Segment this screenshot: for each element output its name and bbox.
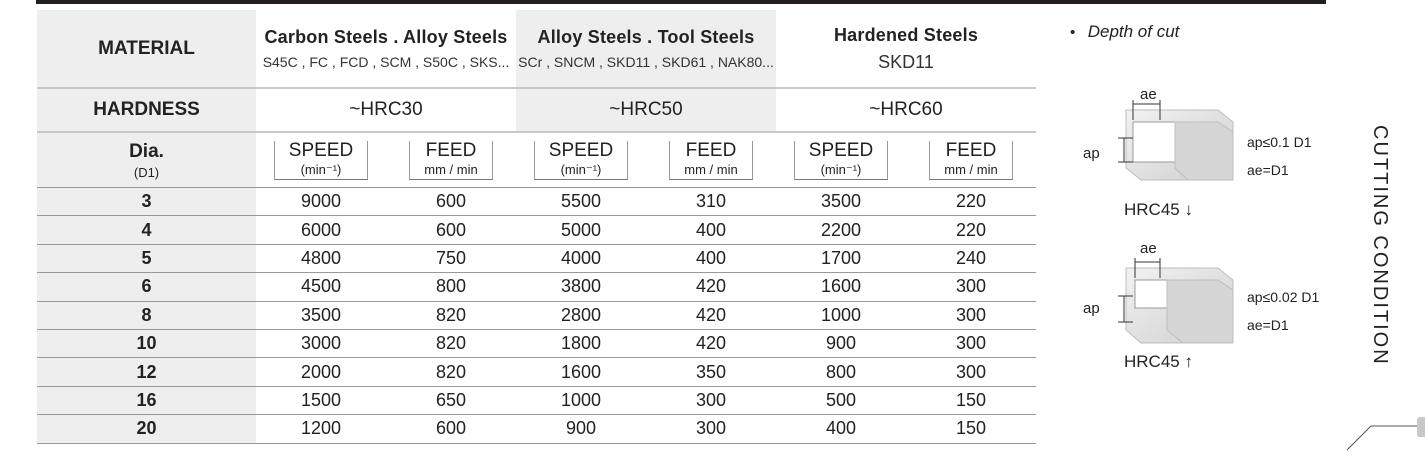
table-cell: 500 bbox=[776, 386, 906, 414]
table-cell: 1800 bbox=[516, 329, 646, 357]
feed-unit: mm / min bbox=[944, 161, 998, 177]
table-cell: 3000 bbox=[256, 329, 386, 357]
table-cell: 420 bbox=[646, 301, 776, 329]
material-group-grades: SCr , SNCM , SKD11 , SKD61 , NAK80... bbox=[518, 54, 774, 70]
material-label: MATERIAL bbox=[37, 10, 256, 88]
ap-label: ap bbox=[1083, 300, 1100, 317]
table-cell: 3500 bbox=[256, 301, 386, 329]
speed-header bbox=[516, 132, 646, 188]
depth-of-cut-title: Depth of cut bbox=[1087, 22, 1180, 41]
speed-unit: (min⁻¹) bbox=[560, 161, 602, 177]
dia-label: Dia. bbox=[129, 140, 164, 162]
table-cell: 800 bbox=[776, 358, 906, 386]
speed-label: SPEED bbox=[808, 139, 874, 161]
dia-cell: 12 bbox=[37, 358, 256, 386]
feed-header bbox=[906, 132, 1036, 188]
table-cell: 1700 bbox=[776, 244, 906, 272]
ap-limit: ap≤0.1 D1 bbox=[1247, 134, 1312, 150]
table-cell: 300 bbox=[906, 329, 1036, 357]
table-cell: 5000 bbox=[516, 216, 646, 244]
feed-header bbox=[646, 132, 776, 188]
speed-header bbox=[256, 132, 386, 188]
table-cell: 2200 bbox=[776, 216, 906, 244]
dia-cell: 20 bbox=[37, 415, 256, 443]
material-group-name: Carbon Steels . Alloy Steels bbox=[264, 27, 508, 47]
table-cell: 420 bbox=[646, 329, 776, 357]
table-cell: 420 bbox=[646, 273, 776, 301]
table-cell: 750 bbox=[386, 244, 516, 272]
table-cell: 4800 bbox=[256, 244, 386, 272]
table-cell: 400 bbox=[646, 244, 776, 272]
table-cell: 600 bbox=[386, 415, 516, 443]
dia-cell: 3 bbox=[37, 188, 256, 216]
table-cell: 300 bbox=[906, 358, 1036, 386]
hardness-caption: HRC45 ↓ bbox=[1124, 200, 1193, 219]
table-cell: 400 bbox=[776, 415, 906, 443]
dia-cell: 5 bbox=[37, 244, 256, 272]
depth-diagram-1 bbox=[1078, 80, 1338, 220]
table-cell: 2800 bbox=[516, 301, 646, 329]
feed-label: FEED bbox=[945, 139, 997, 161]
ap-label: ap bbox=[1083, 145, 1100, 162]
speed-label: SPEED bbox=[548, 139, 614, 161]
table-cell: 3800 bbox=[516, 273, 646, 301]
dia-cell: 6 bbox=[37, 273, 256, 301]
table-cell: 800 bbox=[386, 273, 516, 301]
table-cell: 650 bbox=[386, 386, 516, 414]
material-group-name: Hardened Steels bbox=[833, 24, 979, 45]
cut-step bbox=[1133, 122, 1175, 162]
table-cell: 220 bbox=[906, 188, 1036, 216]
table-row bbox=[37, 301, 1036, 329]
table-cell: 2000 bbox=[256, 358, 386, 386]
table-cell: 1000 bbox=[516, 386, 646, 414]
table-cell: 820 bbox=[386, 358, 516, 386]
table-cell: 900 bbox=[776, 329, 906, 357]
ap-limit: ap≤0.02 D1 bbox=[1247, 289, 1320, 305]
table-cell: 1500 bbox=[256, 386, 386, 414]
table-row bbox=[37, 216, 1036, 244]
table-cell: 1000 bbox=[776, 301, 906, 329]
table-row bbox=[37, 273, 1036, 301]
speed-unit: (min⁻¹) bbox=[300, 161, 342, 177]
table-row bbox=[37, 415, 1036, 443]
material-row bbox=[37, 10, 1036, 88]
workpiece-side bbox=[1167, 280, 1233, 343]
table-cell: 150 bbox=[906, 386, 1036, 414]
dia-cell: 4 bbox=[37, 216, 256, 244]
table-cell: 310 bbox=[646, 188, 776, 216]
table-cell: 820 bbox=[386, 301, 516, 329]
hardness-value: ~HRC30 bbox=[256, 88, 516, 132]
dia-header bbox=[37, 132, 256, 188]
ae-limit: ae=D1 bbox=[1247, 162, 1289, 178]
table-row bbox=[37, 188, 1036, 216]
top-rule bbox=[36, 0, 1326, 4]
table-cell: 820 bbox=[386, 329, 516, 357]
speed-label: SPEED bbox=[288, 139, 354, 161]
material-group-grades: S45C , FC , FCD , SCM , S50C , SKS... bbox=[262, 54, 510, 70]
table-cell: 350 bbox=[646, 358, 776, 386]
table-cell: 150 bbox=[906, 415, 1036, 443]
table-cell: 3500 bbox=[776, 188, 906, 216]
table-row bbox=[37, 244, 1036, 272]
ae-limit: ae=D1 bbox=[1247, 317, 1289, 333]
cut-step bbox=[1135, 280, 1167, 308]
table-cell: 240 bbox=[906, 244, 1036, 272]
page-tab-marker bbox=[1417, 417, 1425, 437]
speed-header bbox=[776, 132, 906, 188]
depth-diagram-2 bbox=[1078, 238, 1338, 378]
table-cell: 1600 bbox=[516, 358, 646, 386]
workpiece-side bbox=[1175, 122, 1233, 180]
table-row bbox=[37, 386, 1036, 414]
feed-header bbox=[386, 132, 516, 188]
section-title-vertical: CUTTING CONDITION bbox=[1369, 125, 1391, 366]
feed-label: FEED bbox=[425, 139, 477, 161]
material-group bbox=[516, 10, 776, 88]
table-cell: 1600 bbox=[776, 273, 906, 301]
table-cell: 9000 bbox=[256, 188, 386, 216]
bullet: • bbox=[1070, 24, 1076, 41]
material-group bbox=[776, 10, 1036, 88]
feed-unit: mm / min bbox=[424, 161, 478, 177]
speed-unit: (min⁻¹) bbox=[820, 161, 862, 177]
table-cell: 300 bbox=[646, 415, 776, 443]
dia-cell: 10 bbox=[37, 329, 256, 357]
feed-unit: mm / min bbox=[684, 161, 738, 177]
page-corner-line bbox=[1345, 420, 1425, 457]
table-cell: 900 bbox=[516, 415, 646, 443]
dia-cell: 16 bbox=[37, 386, 256, 414]
table-body bbox=[37, 188, 1036, 444]
depth-of-cut-heading bbox=[1070, 22, 1179, 42]
dia-cell: 8 bbox=[37, 301, 256, 329]
table-row bbox=[37, 329, 1036, 357]
hardness-label: HARDNESS bbox=[37, 88, 256, 132]
table-cell: 220 bbox=[906, 216, 1036, 244]
table-cell: 4500 bbox=[256, 273, 386, 301]
table-cell: 400 bbox=[646, 216, 776, 244]
table-cell: 1200 bbox=[256, 415, 386, 443]
dia-unit: (D1) bbox=[133, 164, 160, 180]
table-cell: 300 bbox=[906, 273, 1036, 301]
table-cell: 600 bbox=[386, 188, 516, 216]
material-group-name: Alloy Steels . Tool Steels bbox=[537, 27, 755, 47]
hardness-value: ~HRC50 bbox=[516, 88, 776, 132]
ae-label: ae bbox=[1140, 240, 1157, 257]
material-group-grades: SKD11 bbox=[878, 51, 934, 72]
table-cell: 4000 bbox=[516, 244, 646, 272]
feed-label: FEED bbox=[685, 139, 737, 161]
table-cell: 5500 bbox=[516, 188, 646, 216]
column-header-row bbox=[37, 132, 1036, 188]
hardness-row bbox=[37, 88, 1036, 132]
table-cell: 300 bbox=[906, 301, 1036, 329]
table-cell: 600 bbox=[386, 216, 516, 244]
table-row bbox=[37, 358, 1036, 386]
hardness-caption: HRC45 ↑ bbox=[1124, 352, 1193, 371]
cutting-condition-table bbox=[37, 10, 1036, 444]
ae-label: ae bbox=[1140, 86, 1157, 103]
material-group bbox=[256, 10, 516, 88]
table-cell: 6000 bbox=[256, 216, 386, 244]
table-cell: 300 bbox=[646, 386, 776, 414]
hardness-value: ~HRC60 bbox=[776, 88, 1036, 132]
